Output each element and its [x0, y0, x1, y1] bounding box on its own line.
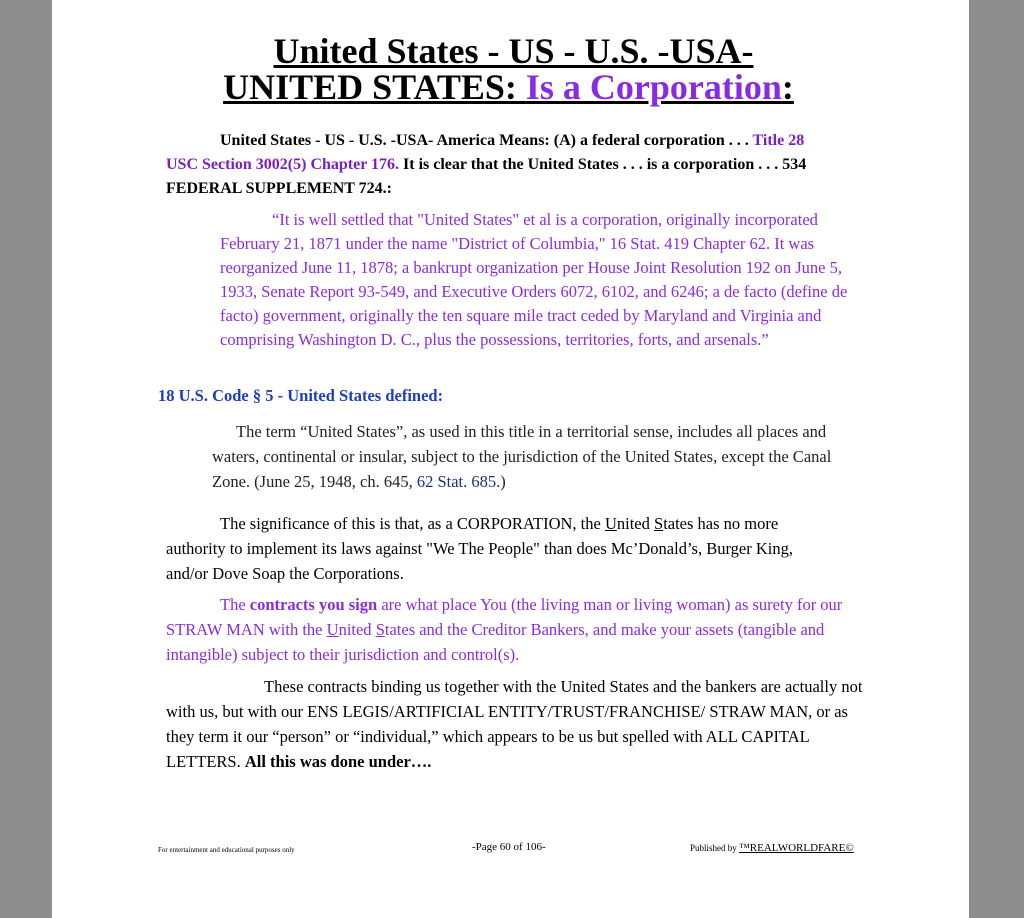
p1-text-c: tates has no more authority to implement its laws against "We The People" than does Mc’Donald’s, Burger King, and/or Dove Soap the Corporations.: [166, 514, 793, 583]
intro-paragraph: [166, 129, 816, 201]
p3-text-a: These contracts binding us together with the United States and the bankers are actually not with us, but with our ENS LEGIS/ARTIFICIAL ENTITY/TRUST/FRANCHISE/ STRAW MAN, or as they term it our “person” or “individual,” which appears to be us but spelled with ALL CAPITAL LETTERS.: [166, 677, 863, 771]
title-line-1: United States - US - U.S. -USA-: [273, 31, 754, 71]
document-page: [52, 0, 969, 918]
paragraph-significance: [166, 511, 836, 586]
paragraph-binding: [166, 674, 866, 774]
p2-text-d: tates and the Creditor Bankers, and make your assets (tangible and intangible) subject to their jurisdiction and control(s).: [166, 620, 825, 664]
p2-underline-u: U: [326, 620, 339, 639]
title-line-2-purple: Is a Corporation: [525, 67, 782, 107]
p2-text-b: are what place You (the living man or living woman) as surety for our STRAW MAN with the: [166, 595, 843, 639]
footer-publisher: [690, 842, 854, 854]
p1-underline-s: S: [654, 514, 664, 533]
p1-underline-u: U: [604, 514, 617, 533]
footer-disclaimer: For entertainment and educational purposes only: [158, 846, 295, 854]
block-quote: [220, 208, 870, 352]
section-heading: 18 U.S. Code § 5 - United States defined:: [158, 386, 444, 405]
p2-text-c: nited: [338, 620, 376, 639]
definition-text: The term “United States”, as used in this title in a territorial sense, includes all places and waters, continental or insular, subject to the jurisdiction of the United States, except the Canal Zone. (June 25, 1948, ch. 645,: [212, 422, 832, 491]
p3-bold: All this was done under….: [244, 752, 432, 771]
paragraph-contracts: [166, 592, 866, 667]
p1-text-b: nited: [616, 514, 654, 533]
title-line-2-black: UNITED STATES:: [223, 67, 526, 107]
intro-part-1: United States - US - U.S. -USA- America Means: (A) a federal corporation . . .: [220, 132, 753, 149]
p2-text-a: The: [220, 595, 250, 614]
stat-link[interactable]: 62 Stat. 685.: [416, 472, 501, 491]
title-line-2-colon: :: [781, 67, 794, 107]
p2-bold: contracts you sign: [249, 595, 378, 614]
definition-paragraph: [212, 419, 872, 494]
footer-publisher-prefix: Published by: [690, 843, 740, 853]
footer-publisher-brand: ™REALWORLDFARE©: [739, 842, 854, 854]
intro-citation: Title 28 USC Section 3002(5) Chapter 176.: [166, 132, 805, 173]
p2-underline-s: S: [375, 620, 385, 639]
definition-close: ): [500, 472, 506, 491]
title-line-2: [48, 66, 969, 108]
intro-part-2: It is clear that the United States . . . is a corporation . . . 534 FEDERAL SUPPLEMENT 724.:: [166, 156, 807, 197]
quote-text: “It is well settled that "United States" et al is a corporation, originally incorporated February 21, 1871 under the name "District of Columbia," 16 Stat. 419 Chapter 62. It was reorganized June 11, 1878; a bankrupt organization per House Joint Resolution 192 on June 5, 1933, Senate Report 93-549, and Executive Orders 6072, 6102, and 6246; a de facto (define de facto) government, originally the ten square mile tract ceded by Maryland and Virginia and comprising Washington D. C., plus the possessions, territories, forts, and arsenals.”: [220, 210, 848, 349]
p1-text-a: The significance of this is that, as a CORPORATION, the: [220, 514, 605, 533]
footer-page-number: -Page 60 of 106-: [472, 841, 546, 853]
